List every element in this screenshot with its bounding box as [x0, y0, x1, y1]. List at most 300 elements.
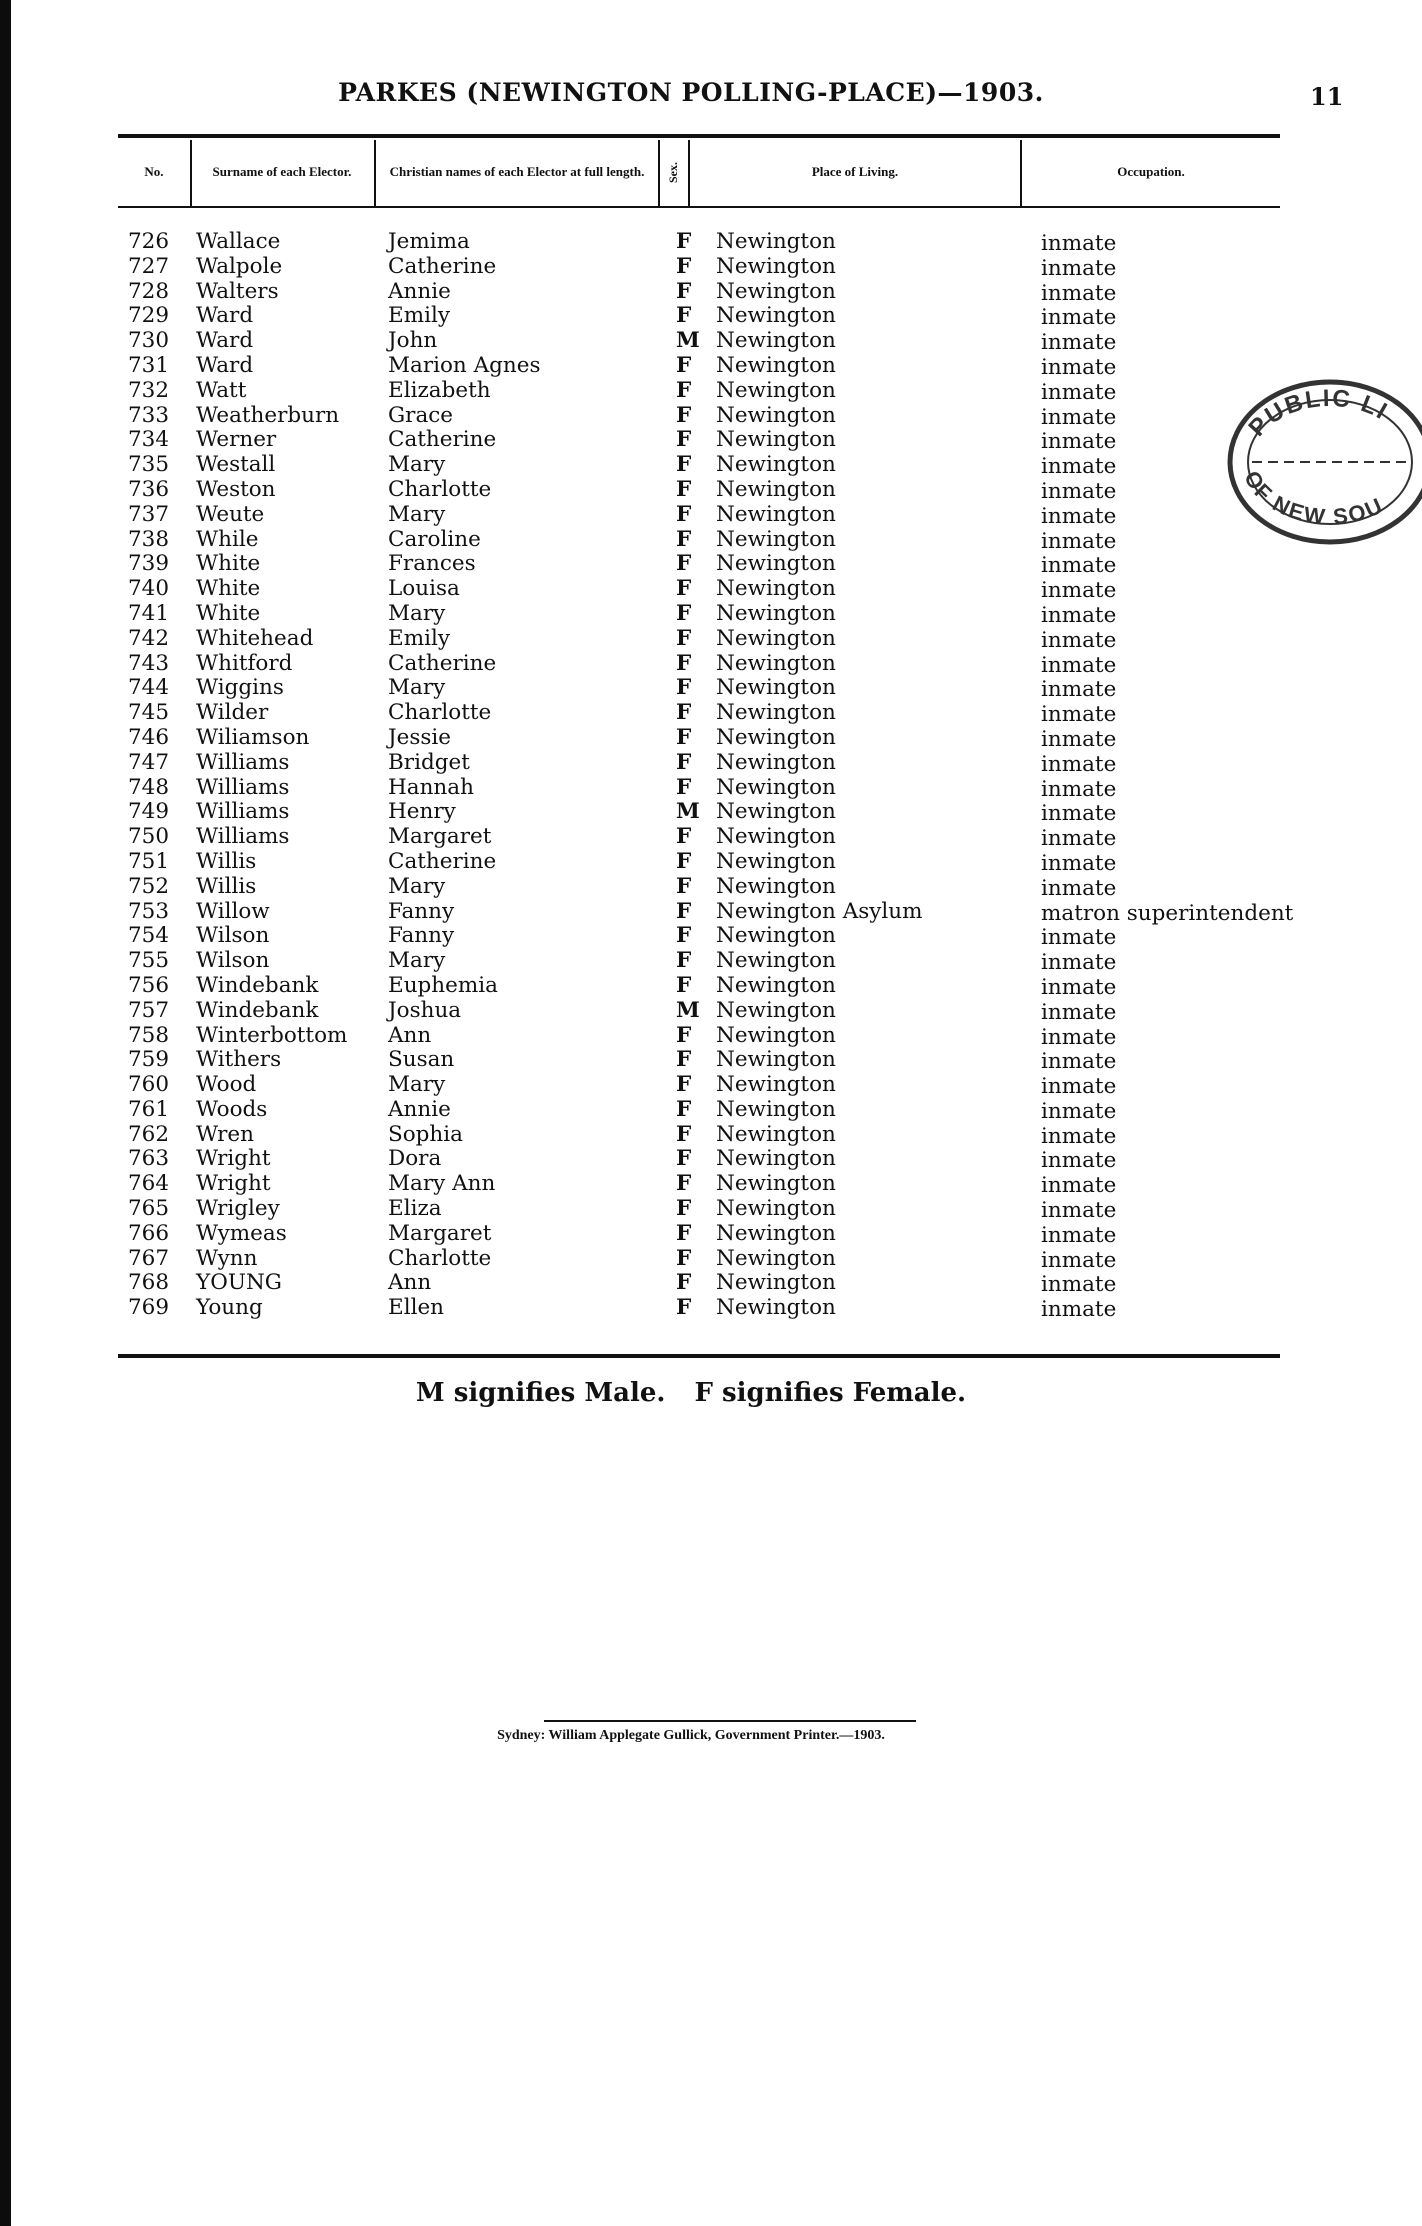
table-row	[118, 774, 1308, 802]
cell-sex: F	[676, 1295, 692, 1321]
cell-number: 736	[128, 476, 170, 502]
cell-christian-names: Catherine	[388, 427, 497, 453]
cell-surname: Wynn	[196, 1245, 258, 1271]
cell-surname: Wallace	[196, 229, 281, 254]
cell-sex: F	[676, 476, 692, 502]
cell-place-of-living: Newington	[716, 1121, 836, 1147]
elector-table-body	[118, 228, 1308, 1323]
cell-christian-names: Fanny	[388, 923, 455, 949]
table-row	[118, 526, 1308, 554]
cell-surname: White	[196, 576, 261, 602]
cell-occupation: inmate	[1041, 429, 1117, 455]
cell-number: 734	[128, 427, 170, 453]
cell-sex: F	[676, 377, 692, 403]
cell-sex: F	[676, 551, 692, 577]
cell-number: 752	[128, 873, 170, 899]
cell-sex: F	[676, 1096, 692, 1122]
cell-number: 753	[128, 898, 170, 924]
cell-christian-names: Margaret	[388, 824, 492, 850]
cell-christian-names: Charlotte	[388, 476, 492, 502]
cell-place-of-living: Newington	[716, 377, 836, 403]
cell-sex: F	[676, 427, 692, 453]
cell-number: 741	[128, 600, 170, 626]
cell-surname: Ward	[196, 352, 254, 378]
cell-sex: F	[676, 501, 692, 527]
cell-surname: Wymeas	[196, 1220, 287, 1246]
cell-occupation: inmate	[1041, 702, 1117, 728]
cell-sex: F	[676, 1171, 692, 1197]
cell-surname: Williams	[196, 774, 290, 800]
cell-sex: F	[676, 1270, 692, 1296]
cell-christian-names: Grace	[388, 402, 454, 428]
table-row	[118, 377, 1308, 405]
table-row	[118, 997, 1308, 1025]
cell-place-of-living: Newington	[716, 625, 836, 651]
cell-sex: F	[676, 824, 692, 850]
cell-surname: Willis	[196, 848, 257, 874]
cell-christian-names: Mary	[388, 452, 446, 478]
cell-surname: Weatherburn	[196, 402, 340, 428]
cell-surname: Walpole	[196, 253, 283, 279]
cell-christian-names: Louisa	[388, 576, 460, 602]
cell-place-of-living: Newington	[716, 600, 836, 626]
table-row	[118, 1071, 1308, 1100]
cell-place-of-living: Newington	[716, 278, 836, 304]
table-row	[118, 352, 1308, 380]
cell-christian-names: Jemima	[388, 229, 470, 254]
cell-christian-names: Catherine	[388, 650, 497, 676]
cell-sex: F	[676, 402, 692, 428]
cell-christian-names: Dora	[388, 1146, 442, 1172]
table-row	[118, 625, 1308, 653]
table-row	[118, 749, 1308, 777]
cell-surname: Williams	[196, 749, 290, 775]
cell-christian-names: Catherine	[388, 253, 497, 279]
cell-occupation: inmate	[1041, 627, 1117, 653]
cell-sex: F	[676, 848, 692, 874]
table-row	[118, 947, 1308, 976]
cell-sex: F	[676, 352, 692, 378]
cell-surname: Withers	[196, 1047, 282, 1073]
cell-place-of-living: Newington	[716, 1022, 836, 1048]
cell-surname: Weute	[196, 501, 265, 527]
cell-place-of-living: Newington	[716, 476, 836, 502]
cell-surname: Wiliamson	[196, 724, 310, 750]
cell-occupation: inmate	[1041, 404, 1117, 430]
cell-surname: Windebank	[196, 972, 319, 998]
table-row	[118, 426, 1308, 455]
cell-number: 731	[128, 352, 170, 378]
cell-christian-names: Charlotte	[388, 700, 492, 726]
cell-occupation: inmate	[1041, 925, 1117, 951]
cell-number: 768	[128, 1270, 170, 1296]
cell-sex: F	[676, 650, 692, 676]
cell-number: 762	[128, 1121, 170, 1147]
table-row	[118, 1294, 1308, 1323]
cell-surname: Whitford	[196, 650, 293, 676]
cell-surname: Willow	[196, 898, 270, 924]
cell-occupation: inmate	[1041, 1123, 1117, 1149]
cell-christian-names: Frances	[388, 551, 476, 577]
cell-number: 738	[128, 526, 170, 552]
cell-occupation: inmate	[1041, 1074, 1117, 1100]
cell-number: 747	[128, 749, 170, 775]
table-row	[118, 1170, 1308, 1199]
table-row	[118, 1195, 1308, 1224]
column-header-christian-names: Christian names of each Elector at full length.	[389, 163, 645, 179]
cell-number: 760	[128, 1072, 170, 1098]
cell-christian-names: Mary	[388, 948, 446, 974]
cell-place-of-living: Newington	[716, 972, 836, 998]
cell-place-of-living: Newington	[716, 328, 836, 354]
cell-occupation: inmate	[1041, 826, 1117, 852]
cell-place-of-living: Newington Asylum	[716, 898, 923, 924]
cell-sex: M	[676, 328, 700, 354]
table-row	[118, 1046, 1308, 1075]
cell-number: 733	[128, 402, 170, 428]
cell-surname: YOUNG	[196, 1270, 282, 1296]
cell-christian-names: Marion Agnes	[388, 352, 541, 378]
cell-occupation: inmate	[1041, 1247, 1117, 1273]
cell-christian-names: Charlotte	[388, 1245, 492, 1271]
cell-christian-names: Mary	[388, 675, 446, 701]
cell-occupation: inmate	[1041, 1222, 1117, 1248]
cell-sex: M	[676, 997, 700, 1023]
cell-occupation: inmate	[1041, 1098, 1117, 1124]
cell-place-of-living: Newington	[716, 799, 836, 825]
cell-place-of-living: Newington	[716, 774, 836, 800]
cell-place-of-living: Newington	[716, 576, 836, 602]
cell-number: 744	[128, 675, 170, 701]
cell-christian-names: Margaret	[388, 1220, 492, 1246]
cell-sex: F	[676, 1022, 692, 1048]
table-row	[118, 1269, 1308, 1298]
cell-christian-names: Annie	[388, 1096, 451, 1122]
cell-christian-names: Annie	[388, 278, 451, 304]
cell-occupation: matron superintendent	[1041, 900, 1294, 926]
cell-surname: Williams	[196, 799, 290, 825]
legend-male: M signifies Male.	[415, 1378, 666, 1408]
cell-occupation: inmate	[1041, 1198, 1117, 1224]
cell-sex: M	[676, 799, 700, 825]
cell-place-of-living: Newington	[716, 526, 836, 552]
cell-christian-names: Mary	[388, 501, 446, 527]
cell-number: 769	[128, 1295, 170, 1321]
cell-place-of-living: Newington	[716, 1146, 836, 1172]
stamp-bottom-text: OF NEW SOU	[1239, 466, 1388, 530]
library-stamp	[1222, 366, 1422, 554]
cell-surname: Willis	[196, 873, 257, 899]
cell-surname: Williams	[196, 824, 290, 850]
cell-number: 754	[128, 923, 170, 949]
table-row	[118, 674, 1308, 703]
cell-place-of-living: Newington	[716, 1072, 836, 1098]
cell-number: 727	[128, 253, 170, 279]
cell-surname: Woods	[196, 1096, 268, 1122]
table-row	[118, 451, 1308, 480]
cell-occupation: inmate	[1041, 1049, 1117, 1075]
table-row	[118, 302, 1308, 331]
cell-place-of-living: Newington	[716, 749, 836, 775]
cell-number: 766	[128, 1220, 170, 1246]
table-row	[118, 575, 1308, 604]
cell-occupation: inmate	[1041, 776, 1117, 802]
cell-surname: Young	[196, 1295, 263, 1321]
cell-sex: F	[676, 948, 692, 974]
cell-place-of-living: Newington	[716, 229, 836, 254]
table-row	[118, 972, 1308, 1000]
legend-female: F signifies Female.	[694, 1378, 967, 1408]
cell-surname: Wright	[196, 1146, 271, 1172]
cell-surname: While	[196, 526, 259, 552]
table-header-rule	[118, 206, 1280, 208]
cell-place-of-living: Newington	[716, 824, 836, 850]
cell-number: 743	[128, 650, 170, 676]
cell-christian-names: Mary	[388, 1072, 446, 1098]
cell-surname: Wilson	[196, 948, 270, 974]
cell-christian-names: Euphemia	[388, 972, 498, 998]
table-row	[118, 898, 1308, 926]
cell-number: 735	[128, 452, 170, 478]
stamp-top-text: PUBLIC LI	[1243, 384, 1393, 442]
cell-surname: White	[196, 551, 261, 577]
cell-place-of-living: Newington	[716, 501, 836, 527]
cell-occupation: inmate	[1041, 231, 1117, 256]
cell-christian-names: Elizabeth	[388, 377, 491, 403]
table-row	[118, 823, 1308, 852]
cell-number: 745	[128, 700, 170, 726]
cell-occupation: inmate	[1041, 354, 1117, 380]
cell-place-of-living: Newington	[716, 997, 836, 1023]
cell-place-of-living: Newington	[716, 1171, 836, 1197]
cell-christian-names: Catherine	[388, 848, 497, 874]
table-row	[118, 228, 1308, 256]
cell-christian-names: Susan	[388, 1047, 455, 1073]
cell-occupation: inmate	[1041, 726, 1117, 752]
column-header-sex: Sex.	[666, 161, 681, 183]
cell-number: 748	[128, 774, 170, 800]
cell-sex: F	[676, 972, 692, 998]
cell-christian-names: Mary	[388, 873, 446, 899]
cell-occupation: inmate	[1041, 478, 1117, 504]
cell-surname: Werner	[196, 427, 277, 453]
cell-occupation: inmate	[1041, 553, 1117, 579]
printer-imprint: Sydney: William Applegate Gullick, Government Printer.—1903.	[497, 1728, 885, 1743]
cell-occupation: inmate	[1041, 578, 1117, 604]
cell-occupation: inmate	[1041, 1024, 1117, 1050]
cell-sex: F	[676, 675, 692, 701]
cell-place-of-living: Newington	[716, 923, 836, 949]
table-row	[118, 1121, 1308, 1149]
cell-place-of-living: Newington	[716, 402, 836, 428]
cell-sex: F	[676, 1072, 692, 1098]
cell-sex: F	[676, 749, 692, 775]
cell-sex: F	[676, 1220, 692, 1246]
table-row	[118, 798, 1308, 827]
cell-sex: F	[676, 1196, 692, 1222]
cell-surname: White	[196, 600, 261, 626]
cell-place-of-living: Newington	[716, 650, 836, 676]
cell-occupation: inmate	[1041, 974, 1117, 1000]
cell-surname: Wright	[196, 1171, 271, 1197]
cell-surname: Westall	[196, 452, 276, 478]
cell-christian-names: Mary	[388, 600, 446, 626]
table-row	[118, 1145, 1308, 1174]
cell-place-of-living: Newington	[716, 848, 836, 874]
cell-sex: F	[676, 625, 692, 651]
cell-number: 728	[128, 278, 170, 304]
cell-sex: F	[676, 898, 692, 924]
cell-christian-names: Sophia	[388, 1121, 463, 1147]
table-row	[118, 476, 1308, 504]
cell-occupation: inmate	[1041, 875, 1117, 901]
cell-occupation: inmate	[1041, 1148, 1117, 1174]
page-number: 11	[1310, 82, 1344, 111]
column-header-no: No.	[144, 163, 164, 179]
cell-number: 732	[128, 377, 170, 403]
cell-occupation: inmate	[1041, 850, 1117, 876]
cell-number: 729	[128, 303, 170, 329]
cell-sex: F	[676, 1146, 692, 1172]
cell-number: 749	[128, 799, 170, 825]
table-row	[118, 402, 1308, 430]
cell-number: 757	[128, 997, 170, 1023]
cell-surname: Weston	[196, 476, 276, 502]
cell-sex: F	[676, 873, 692, 899]
cell-number: 750	[128, 824, 170, 850]
cell-christian-names: Bridget	[388, 749, 470, 775]
cell-occupation: inmate	[1041, 999, 1117, 1025]
cell-christian-names: Emily	[388, 625, 450, 651]
cell-christian-names: Fanny	[388, 898, 455, 924]
cell-sex: F	[676, 253, 692, 279]
column-header-sex-cell	[660, 140, 688, 204]
cell-place-of-living: Newington	[716, 1245, 836, 1271]
table-row	[118, 848, 1308, 876]
cell-occupation: inmate	[1041, 305, 1117, 331]
cell-surname: Ward	[196, 328, 254, 354]
cell-number: 759	[128, 1047, 170, 1073]
cell-occupation: inmate	[1041, 751, 1117, 777]
cell-place-of-living: Newington	[716, 452, 836, 478]
cell-occupation: inmate	[1041, 1173, 1117, 1199]
cell-sex: F	[676, 700, 692, 726]
cell-place-of-living: Newington	[716, 303, 836, 329]
cell-occupation: inmate	[1041, 602, 1117, 628]
cell-surname: Wren	[196, 1121, 254, 1147]
cell-surname: Ward	[196, 303, 254, 329]
cell-occupation: inmate	[1041, 528, 1117, 554]
cell-occupation: inmate	[1041, 801, 1117, 827]
cell-christian-names: Eliza	[388, 1196, 442, 1222]
table-bottom-rule	[118, 1354, 1280, 1358]
table-row	[118, 1022, 1308, 1050]
cell-sex: F	[676, 303, 692, 329]
cell-surname: Wrigley	[196, 1196, 280, 1222]
table-row	[118, 278, 1308, 306]
cell-sex: F	[676, 600, 692, 626]
cell-number: 763	[128, 1146, 170, 1172]
table-row	[118, 253, 1308, 281]
cell-sex: F	[676, 923, 692, 949]
cell-place-of-living: Newington	[716, 700, 836, 726]
column-header-occupation: Occupation.	[1117, 163, 1185, 179]
cell-christian-names: Ann	[388, 1270, 432, 1296]
cell-number: 730	[128, 328, 170, 354]
cell-occupation: inmate	[1041, 652, 1117, 678]
cell-number: 765	[128, 1196, 170, 1222]
table-row	[118, 922, 1308, 951]
cell-sex: F	[676, 1047, 692, 1073]
cell-number: 764	[128, 1171, 170, 1197]
cell-occupation: inmate	[1041, 330, 1117, 356]
cell-place-of-living: Newington	[716, 948, 836, 974]
cell-surname: Wilson	[196, 923, 270, 949]
cell-number: 742	[128, 625, 170, 651]
cell-surname: Walters	[196, 278, 279, 304]
table-row	[118, 724, 1308, 752]
column-header-surname: Surname of each Elector.	[212, 163, 352, 179]
cell-sex: F	[676, 526, 692, 552]
cell-surname: Wiggins	[196, 675, 284, 701]
cell-place-of-living: Newington	[716, 1270, 836, 1296]
cell-place-of-living: Newington	[716, 1196, 836, 1222]
cell-place-of-living: Newington	[716, 1295, 836, 1321]
cell-number: 758	[128, 1022, 170, 1048]
cell-number: 767	[128, 1245, 170, 1271]
cell-sex: F	[676, 278, 692, 304]
cell-place-of-living: Newington	[716, 1220, 836, 1246]
cell-sex: F	[676, 452, 692, 478]
cell-sex: F	[676, 774, 692, 800]
table-top-rule	[118, 134, 1280, 138]
cell-christian-names: Hannah	[388, 774, 474, 800]
column-header-place: Place of Living.	[811, 163, 899, 179]
cell-number: 756	[128, 972, 170, 998]
cell-sex: F	[676, 1245, 692, 1271]
table-row	[118, 600, 1308, 628]
cell-sex: F	[676, 1121, 692, 1147]
cell-number: 761	[128, 1096, 170, 1122]
cell-surname: Wood	[196, 1072, 257, 1098]
table-row	[118, 1245, 1308, 1273]
table-row	[118, 699, 1308, 728]
cell-occupation: inmate	[1041, 1272, 1117, 1298]
cell-place-of-living: Newington	[716, 1096, 836, 1122]
cell-number: 751	[128, 848, 170, 874]
cell-surname: Winterbottom	[196, 1022, 348, 1048]
sex-legend	[0, 1378, 1382, 1408]
cell-christian-names: Ann	[388, 1022, 432, 1048]
printer-rule	[544, 1720, 916, 1722]
cell-place-of-living: Newington	[716, 253, 836, 279]
cell-christian-names: Mary Ann	[388, 1171, 496, 1197]
cell-occupation: inmate	[1041, 1297, 1117, 1323]
table-row	[118, 550, 1308, 579]
cell-christian-names: Caroline	[388, 526, 481, 552]
scan-left-edge	[0, 0, 11, 2226]
cell-christian-names: Emily	[388, 303, 450, 329]
cell-number: 737	[128, 501, 170, 527]
cell-number: 740	[128, 576, 170, 602]
table-row	[118, 501, 1308, 529]
cell-place-of-living: Newington	[716, 724, 836, 750]
cell-place-of-living: Newington	[716, 551, 836, 577]
cell-occupation: inmate	[1041, 677, 1117, 703]
cell-place-of-living: Newington	[716, 675, 836, 701]
cell-christian-names: John	[388, 328, 438, 354]
cell-number: 746	[128, 724, 170, 750]
